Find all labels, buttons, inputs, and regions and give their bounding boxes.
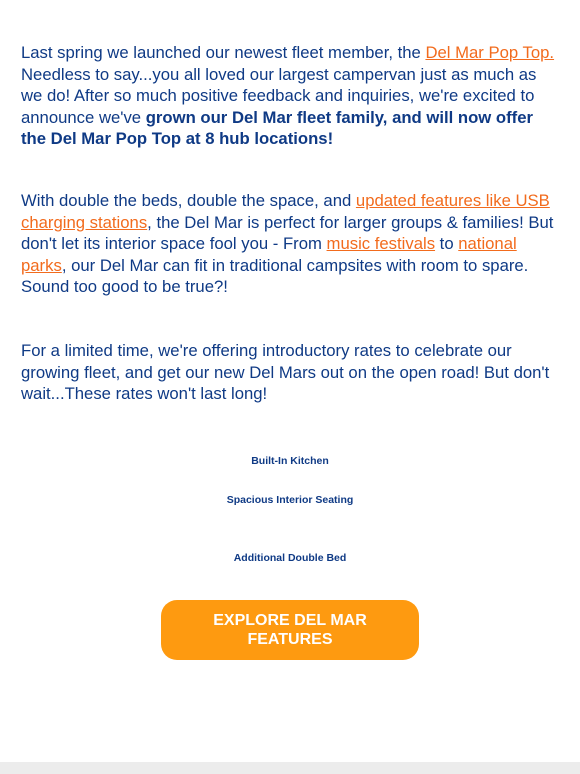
intro-text-1: Last spring we launched our newest fleet member, the [21,43,426,62]
features-paragraph [21,190,561,298]
intro-paragraph [21,42,561,150]
offer-paragraph: For a limited time, we're offering introductory rates to celebrate our growing fleet, and get our new Del Mars out on the open road! But don't wait...These rates won't last long! [21,341,550,403]
feature-label-double-bed: Additional Double Bed [233,552,347,564]
usb-charging-link[interactable]: updated features like USB charging stations [21,191,550,232]
explore-del-mar-button[interactable]: EXPLORE DEL MAR FEATURES [161,600,419,660]
intro-text-2: Needless to say...you all loved our largest campervan just as much as we do! After so much positive feedback and inquiries, we're excited to announce we've [21,64,537,127]
features-text-2: , the Del Mar is perfect for larger groups & families! But don't let its interior space fool you - From [21,212,554,253]
features-text-4: , our Del Mar can fit in traditional campsites with room to spare. Sound too good to be true?! [21,255,529,296]
features-text-1: With double the beds, double the space, and [21,191,356,210]
music-festivals-link[interactable]: music festivals [326,234,436,253]
del-mar-pop-top-link[interactable]: Del Mar Pop Top. [425,43,555,62]
feature-label-kitchen: Built-In Kitchen [251,455,329,467]
fleet-announcement-bold: grown our Del Mar fleet family, and will now offer the Del Mar Pop Top at 8 hub locations! [21,107,533,148]
national-parks-link[interactable]: national parks [21,234,517,275]
features-text-3: to [435,234,459,253]
footer-divider-strip [0,762,580,774]
feature-label-seating: Spacious Interior Seating [226,494,354,506]
